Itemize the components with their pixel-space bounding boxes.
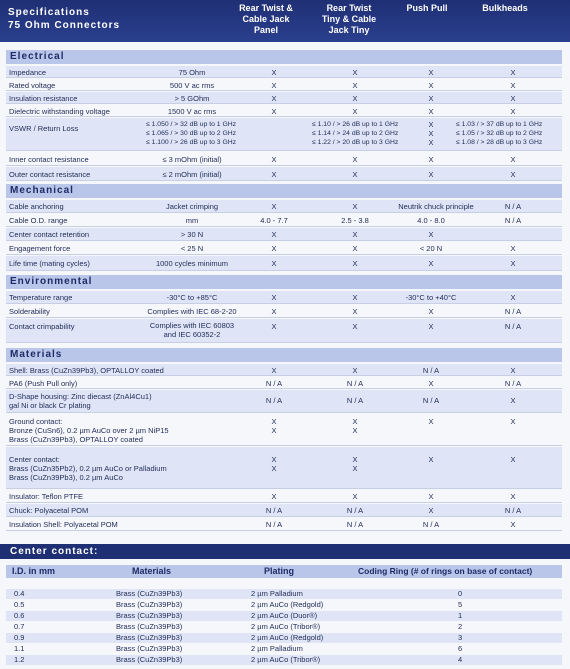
- vswr-b-3: ≤ 1.22 / > 20 dB up to 3 GHz: [312, 139, 399, 146]
- column-header-rear-twist-panel: [227, 3, 305, 36]
- row-label: [9, 417, 269, 444]
- section-electrical: Electrical: [6, 50, 562, 64]
- table-row: [6, 152, 562, 166]
- row-col-b: X: [352, 107, 358, 116]
- table-row: [6, 228, 562, 241]
- row-col-a: X: [271, 307, 277, 316]
- cc-plating: 2 µm AuCo (Duor®): [251, 611, 318, 620]
- row-col-a: X: [271, 202, 277, 211]
- row-col-d: N / A: [504, 379, 522, 388]
- table-row: [6, 214, 562, 227]
- row-value: > 30 N: [180, 230, 204, 239]
- table-row: [6, 92, 562, 104]
- row-col-a: 4.0 - 7.7: [260, 216, 288, 225]
- row-col-c: [406, 120, 456, 147]
- row-col-d: X: [510, 170, 516, 179]
- row-col-c: X: [428, 81, 434, 90]
- vswr-c-3: X: [428, 138, 434, 147]
- vswr-c-1: X: [428, 120, 434, 129]
- cc-id: 0.4: [14, 589, 25, 598]
- row-col-b: X: [352, 293, 358, 302]
- row-col-c: N / A: [422, 520, 440, 529]
- row-col-c: X: [428, 322, 434, 331]
- col-id: I.D. in mm: [12, 566, 56, 576]
- table-row: [6, 364, 562, 376]
- row-col-c: X: [428, 68, 434, 77]
- row-col-c: X: [428, 155, 434, 164]
- table-row: [6, 390, 562, 413]
- row-col-c: X: [428, 230, 434, 239]
- row-col-b: X: [352, 230, 358, 239]
- cc-id: 0.7: [14, 622, 25, 631]
- row-col-b: X: [352, 170, 358, 179]
- row-col-c: X: [428, 307, 434, 316]
- row-value: 1500 V ac rms: [167, 107, 217, 116]
- row-col-b: X: [352, 155, 358, 164]
- row-col-c: X: [428, 94, 434, 103]
- header-band: [0, 0, 570, 42]
- cc-plating: 2 µm AuCo (Tribor®): [251, 655, 321, 664]
- table-row: [6, 291, 562, 304]
- cc-id: 0.5: [14, 600, 25, 609]
- table-row-vswr: [6, 118, 562, 151]
- vswr-value-2: ≤ 1.065 / > 30 dB up to 2 GHz: [146, 130, 237, 137]
- row-col-a: X: [271, 107, 277, 116]
- row-col-b: X: [352, 244, 358, 253]
- table-row: [6, 377, 562, 389]
- row-label: VSWR / Return Loss: [9, 124, 79, 133]
- vswr-b-1: ≤ 1.10 / > 26 dB up to 1 GHz: [312, 121, 399, 128]
- row-col-a: [235, 455, 313, 473]
- cc-plating: 2 µm Palladium: [251, 589, 303, 598]
- cc-plating: 2 µm AuCo (Redgold): [251, 633, 324, 642]
- col-materials: Materials: [132, 566, 172, 576]
- row-col-d: X: [510, 259, 516, 268]
- row-col-b: N / A: [346, 520, 364, 529]
- row-col-c: X: [428, 107, 434, 116]
- row-label: Outer contact resistance: [9, 170, 91, 179]
- table-row: [6, 200, 562, 213]
- row-label: Shell: Brass (CuZn39Pb3), OPTALLOY coated: [9, 366, 164, 375]
- cell-line: X: [352, 426, 358, 435]
- row-value: mm: [185, 216, 199, 225]
- cc-material: Brass (CuZn39Pb3): [116, 655, 183, 664]
- row-col-d: N / A: [504, 506, 522, 515]
- row-value: 500 V ac rms: [169, 81, 215, 90]
- row-col-b: X: [352, 68, 358, 77]
- center-contact-row: [6, 622, 562, 632]
- row-col-d: X: [510, 520, 516, 529]
- row-col-b: X: [352, 259, 358, 268]
- row-label: Impedance: [9, 68, 47, 77]
- vswr-b-2: ≤ 1.14 / > 24 dB up to 2 GHz: [312, 130, 399, 137]
- table-row: [6, 256, 562, 271]
- col-b-line-1: Rear Twist: [326, 3, 372, 13]
- row-value: [146, 120, 276, 147]
- row-col-a: N / A: [265, 520, 283, 529]
- row-col-a: X: [271, 259, 277, 268]
- table-row: [6, 167, 562, 181]
- row-col-d: [468, 417, 558, 426]
- row-label: Dielectric withstanding voltage: [9, 107, 110, 116]
- center-contact-row: [6, 644, 562, 654]
- row-col-b: X: [352, 307, 358, 316]
- center-contact-columns: [6, 565, 562, 578]
- row-col-b: N / A: [346, 396, 364, 405]
- col-b-line-2: Tiny & Cable: [321, 14, 377, 24]
- cc-material: Brass (CuZn39Pb3): [116, 589, 183, 598]
- col-a-line-3: Panel: [253, 25, 278, 35]
- table-row: [6, 319, 562, 343]
- cell-line: X: [510, 455, 516, 464]
- center-contact-row: [6, 611, 562, 621]
- table-row: [6, 242, 562, 255]
- vswr-value-1: ≤ 1.050 / > 32 dB up to 1 GHz: [146, 121, 237, 128]
- col-coding-ring: Coding Ring (# of rings on base of contact): [358, 566, 533, 576]
- row-value: 75 Ohm: [178, 68, 206, 77]
- row-col-d: N / A: [504, 322, 522, 331]
- row-col-a: X: [271, 155, 277, 164]
- row-col-a: X: [271, 81, 277, 90]
- cell-line: X: [428, 417, 434, 426]
- vswr-d-2: ≤ 1.05 / > 32 dB up to 2 GHz: [456, 130, 543, 137]
- row-value: Complies with IEC 68-2-20: [147, 307, 237, 316]
- crimp-value-2: and IEC 60352-2: [163, 330, 221, 339]
- cc-ring: 0: [458, 589, 463, 598]
- cc-material: Brass (CuZn39Pb3): [116, 600, 183, 609]
- row-col-a: X: [271, 68, 277, 77]
- cell-line: X: [271, 417, 277, 426]
- center-contact-row: [6, 600, 562, 610]
- vswr-d-3: ≤ 1.08 / > 28 dB up to 3 GHz: [456, 139, 543, 146]
- vswr-d-1: ≤ 1.03 / > 37 dB up to 1 GHz: [456, 121, 543, 128]
- col-a-line-1: Rear Twist &: [239, 3, 293, 13]
- row-label: Center contact retention: [9, 230, 90, 239]
- cc-id: 0.6: [14, 611, 25, 620]
- center-contact-row: [6, 633, 562, 643]
- center-contact-row: [6, 589, 562, 599]
- row-col-a: [235, 417, 313, 435]
- col-c-line-1: Push Pull: [406, 3, 448, 13]
- row-col-d: X: [510, 492, 516, 501]
- cell-line: X: [352, 455, 358, 464]
- row-col-d: X: [510, 396, 516, 405]
- row-col-c: [391, 455, 471, 464]
- row-col-d: [468, 455, 558, 464]
- row-col-d: X: [510, 244, 516, 253]
- table-row: [6, 105, 562, 117]
- row-col-b: X: [352, 81, 358, 90]
- col-d-line-1: Bulkheads: [482, 3, 528, 13]
- cc-plating: 2 µm AuCo (Tribor®): [251, 622, 321, 631]
- table-row: [6, 490, 562, 503]
- row-label: Contact crimpability: [9, 322, 75, 331]
- cc-ring: 4: [458, 655, 463, 664]
- row-col-a: X: [271, 293, 277, 302]
- center-contact-row: [6, 655, 562, 665]
- row-col-d: X: [510, 68, 516, 77]
- table-row: [6, 504, 562, 517]
- row-col-c: N / A: [422, 396, 440, 405]
- row-col-c: X: [428, 492, 434, 501]
- cc-plating: 2 µm AuCo (Redgold): [251, 600, 324, 609]
- cc-ring: 3: [458, 633, 463, 642]
- label-line: Ground contact:: [9, 417, 63, 426]
- row-col-d: X: [510, 366, 516, 375]
- cc-id: 1.2: [14, 655, 25, 664]
- row-col-c: X: [428, 259, 434, 268]
- cell-line: X: [271, 455, 277, 464]
- row-col-a: X: [271, 230, 277, 239]
- row-col-a: X: [271, 244, 277, 253]
- row-label: Insulation resistance: [9, 94, 78, 103]
- title-line-1: Specifications: [8, 7, 90, 18]
- row-value: > 5 GOhm: [174, 94, 210, 103]
- label-line: Center contact:: [9, 455, 60, 464]
- label-line: Bronze (CuSn6), 0.2 µm AuCo over 2 µm NiP15: [9, 426, 169, 435]
- row-label: Solderability: [9, 307, 50, 316]
- row-col-a: X: [271, 170, 277, 179]
- row-col-b: [316, 455, 394, 473]
- row-col-d: [456, 120, 562, 147]
- row-value: ≤ 2 mOhm (initial): [162, 170, 222, 179]
- row-col-c: X: [428, 170, 434, 179]
- row-col-c: Neutrik chuck principle: [398, 202, 474, 211]
- row-label: [9, 392, 269, 410]
- row-col-d: X: [510, 155, 516, 164]
- row-label: Inner contact resistance: [9, 155, 89, 164]
- cc-material: Brass (CuZn39Pb3): [116, 633, 183, 642]
- row-col-a: X: [271, 94, 277, 103]
- row-col-b: X: [352, 94, 358, 103]
- row-label: Cable anchoring: [9, 202, 64, 211]
- label-line: Brass (CuZn39Pb3), OPTALLOY coated: [9, 435, 143, 444]
- row-label: Rated voltage: [9, 81, 56, 90]
- column-header-push-pull: [388, 3, 466, 14]
- row-col-d: X: [510, 94, 516, 103]
- row-col-a: N / A: [265, 506, 283, 515]
- cell-line: X: [352, 464, 358, 473]
- row-col-c: X: [428, 506, 434, 515]
- row-label: Insulator: Teflon PTFE: [9, 492, 84, 501]
- cell-line: X: [510, 417, 516, 426]
- row-col-c: < 20 N: [419, 244, 443, 253]
- cc-ring: 5: [458, 600, 463, 609]
- col-a-line-2: Cable Jack: [242, 14, 290, 24]
- label-line: Brass (CuZn35Pb2), 0.2 µm AuCo or Palladium: [9, 464, 167, 473]
- cc-plating: 2 µm Palladium: [251, 644, 303, 653]
- cc-id: 0.9: [14, 633, 25, 642]
- row-col-d: X: [510, 107, 516, 116]
- row-col-a: X: [271, 322, 277, 331]
- row-col-a: N / A: [265, 396, 283, 405]
- row-col-c: X: [428, 379, 434, 388]
- section-mechanical: Mechanical: [6, 184, 562, 198]
- row-value: -30°C to +85°C: [166, 293, 218, 302]
- row-label: Temperature range: [9, 293, 73, 302]
- cc-ring: 6: [458, 644, 463, 653]
- row-col-b: X: [352, 366, 358, 375]
- table-row: [6, 79, 562, 91]
- label-line: Brass (CuZn39Pb3), 0.2 µm AuCo: [9, 473, 123, 482]
- row-col-d: N / A: [504, 216, 522, 225]
- cc-id: 1.1: [14, 644, 25, 653]
- row-col-b: N / A: [346, 379, 364, 388]
- row-col-a: X: [271, 366, 277, 375]
- cc-material: Brass (CuZn39Pb3): [116, 622, 183, 631]
- label-line: D-Shape housing: Zinc diecast (ZnAl4Cu1): [9, 392, 152, 401]
- row-label: Cable O.D. range: [9, 216, 68, 225]
- vswr-c-2: X: [428, 129, 434, 138]
- row-col-d: N / A: [504, 202, 522, 211]
- row-value: [132, 321, 252, 339]
- row-label: [9, 455, 269, 482]
- column-header-bulkheads: [466, 3, 544, 14]
- row-value: 1000 cycles minimum: [155, 259, 229, 268]
- row-label: Chuck: Polyacetal POM: [9, 506, 89, 515]
- vswr-value-3: ≤ 1.100 / > 26 dB up to 3 GHz: [146, 139, 237, 146]
- row-value: < 25 N: [180, 244, 204, 253]
- table-row: [6, 518, 562, 531]
- row-col-b: 2.5 - 3.8: [341, 216, 369, 225]
- row-col-c: [391, 417, 471, 426]
- column-header-rear-twist-tiny: [310, 3, 388, 36]
- row-col-b: N / A: [346, 506, 364, 515]
- cc-ring: 2: [458, 622, 463, 631]
- center-contact-title: Center contact:: [0, 544, 570, 559]
- row-label: Life time (mating cycles): [9, 259, 90, 268]
- table-row: [6, 66, 562, 78]
- row-col-b: X: [352, 322, 358, 331]
- row-value: Jacket crimping: [165, 202, 219, 211]
- row-col-b: X: [352, 202, 358, 211]
- row-label: PA6 (Push Pull only): [9, 379, 78, 388]
- cell-line: X: [428, 455, 434, 464]
- row-value: ≤ 3 mOhm (initial): [162, 155, 222, 164]
- cc-ring: 1: [458, 611, 463, 620]
- col-b-line-3: Jack Tiny: [328, 25, 370, 35]
- spec-title: [8, 6, 120, 32]
- row-col-c: 4.0 - 8.0: [417, 216, 445, 225]
- col-plating: Plating: [264, 566, 295, 576]
- section-environmental: Environmental: [6, 275, 562, 289]
- row-col-b: [316, 417, 394, 435]
- crimp-value-1: Complies with IEC 60803: [149, 321, 235, 330]
- row-col-a: N / A: [265, 379, 283, 388]
- table-row: [6, 414, 562, 446]
- row-col-a: X: [271, 492, 277, 501]
- row-col-d: X: [510, 293, 516, 302]
- cell-line: X: [271, 464, 277, 473]
- section-materials: Materials: [6, 348, 562, 362]
- title-line-2: 75 Ohm Connectors: [8, 20, 121, 31]
- cell-line: X: [352, 417, 358, 426]
- label-line: gal Ni or black Cr plating: [9, 401, 91, 410]
- row-col-d: N / A: [504, 307, 522, 316]
- row-label: Engagement force: [9, 244, 71, 253]
- cc-material: Brass (CuZn39Pb3): [116, 611, 183, 620]
- table-row: [6, 305, 562, 318]
- cc-material: Brass (CuZn39Pb3): [116, 644, 183, 653]
- row-label: Insulation Shell: Polyacetal POM: [9, 520, 118, 529]
- row-col-d: X: [510, 81, 516, 90]
- cell-line: X: [271, 426, 277, 435]
- row-col-b: X: [352, 492, 358, 501]
- table-row: [6, 447, 562, 489]
- row-col-c: -30°C to +40°C: [405, 293, 457, 302]
- row-col-c: N / A: [422, 366, 440, 375]
